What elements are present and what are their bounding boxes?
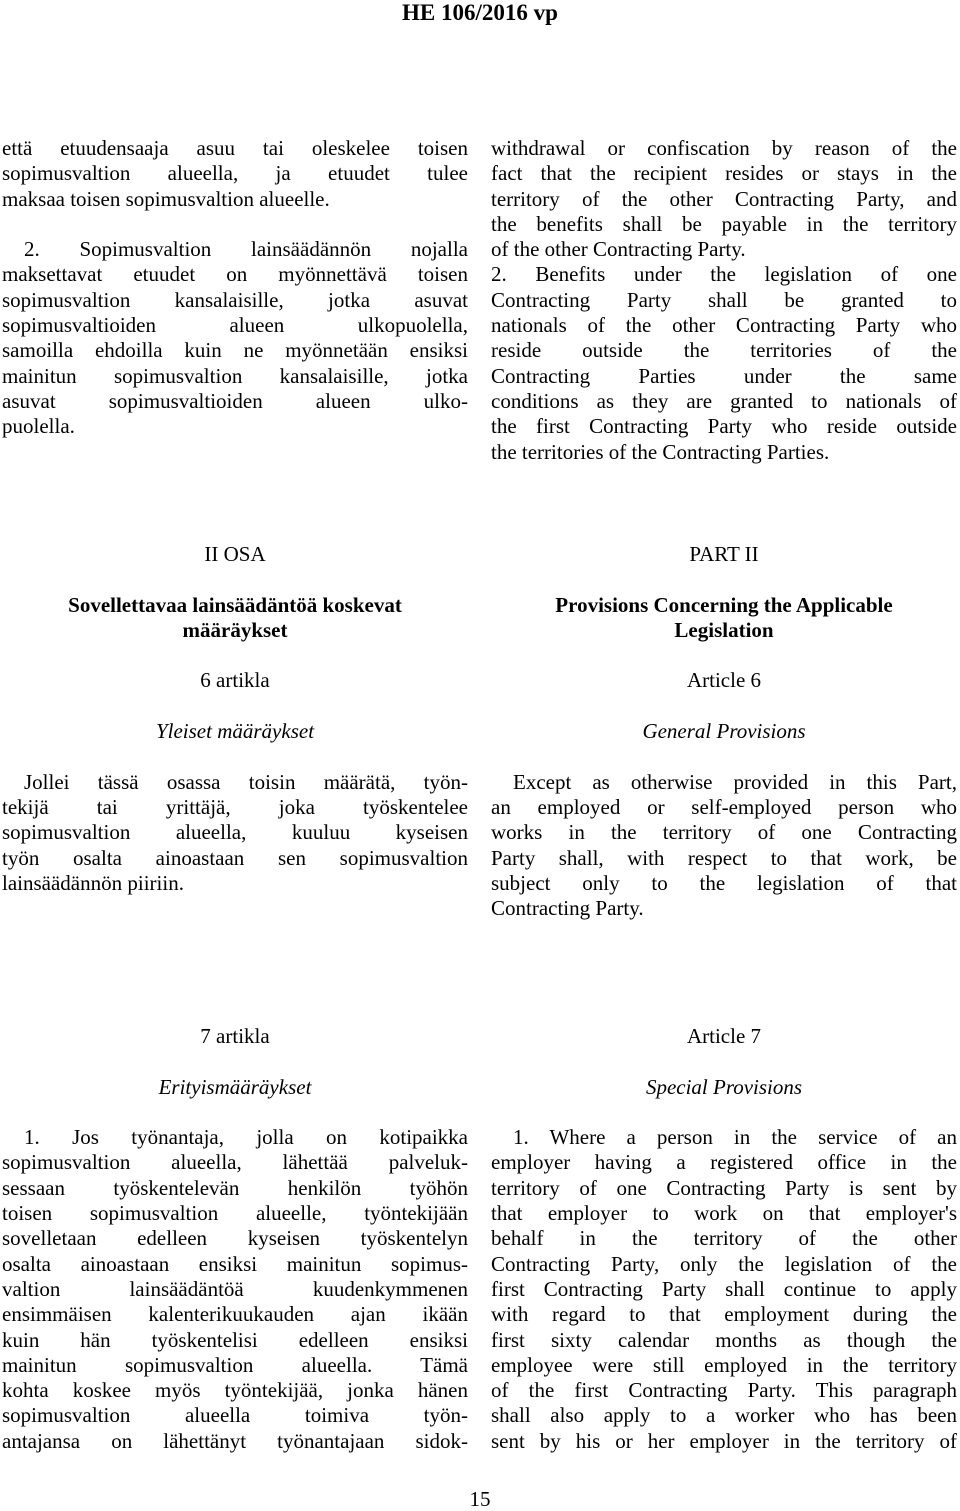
article-title: Yleiset määräykset: [155, 719, 315, 744]
page-number: 15: [469, 1487, 491, 1511]
text-line: sopimusvaltioiden alueen ulkopuolella,: [2, 313, 468, 338]
text-line: withdrawal or confiscation by reason of the: [491, 136, 957, 160]
paragraph: [491, 262, 957, 464]
part-heading-line: määräykset: [182, 617, 288, 642]
text-line: puolella.: [2, 414, 75, 439]
text-line: ensimmäisen kalenterikuukauden ajan ikään: [2, 1302, 468, 1327]
text-line: osalta ainoastaan ensiksi mainitun sopimus-: [2, 1251, 468, 1276]
text-line: kohta koskee myös työntekijää, jonka hänen: [2, 1378, 468, 1403]
text-line: works in the territory of one Contracting: [491, 820, 957, 845]
text-line: kuin hän työskentelisi edelleen ensiksi: [2, 1327, 468, 1352]
text-line: 2. Benefits under the legislation of one: [491, 262, 957, 287]
text-line: the territories of the Contracting Parties.: [491, 439, 830, 464]
text-line: tekijä tai yrittäjä, joka työskentelee: [2, 794, 468, 819]
text-line: Party shall, with respect to that work, be: [491, 845, 957, 870]
text-line: first sixty calendar months as though the: [491, 1327, 957, 1352]
text-line: sopimusvaltion alueella toimiva työn-: [2, 1403, 468, 1428]
left-top-text: [2, 136, 468, 440]
text-line: sovelletaan edelleen kyseisen työskentelyn: [2, 1226, 468, 1251]
right-part-heading: [491, 542, 957, 921]
text-line: employee were still employed in the territory: [491, 1352, 957, 1377]
text-line: employer having a registered office in the: [491, 1150, 957, 1175]
text-line: valtion lainsäädäntöä kuudenkymmenen: [2, 1276, 468, 1301]
text-line: antajansa on lähettänyt työnantajaan sidok-: [2, 1428, 468, 1453]
text-line: mainitun sopimusvaltion kansalaisille, jotka: [2, 363, 468, 388]
part-heading-line: Legislation: [674, 617, 774, 642]
left-article-7: [2, 1024, 468, 1454]
text-line: of the first Contracting Party. This paragraph: [491, 1378, 957, 1403]
text-line: työn osalta ainoastaan sen sopimusvaltion: [2, 845, 468, 870]
text-line: the first Contracting Party who reside outside: [491, 414, 957, 439]
text-line: mainitun sopimusvaltion alueella. Tämä: [2, 1352, 468, 1377]
text-line: territory of one Contracting Party is sent by: [491, 1175, 957, 1200]
text-line: lainsäädännön piiriin.: [2, 870, 184, 895]
article-body: [2, 1125, 468, 1454]
right-top-text: [491, 136, 957, 465]
article-body: [491, 1125, 957, 1454]
text-line: maksettavat etuudet on myönnettävä toisen: [2, 262, 468, 287]
text-line: Contracting Party shall be granted to: [491, 287, 957, 312]
paragraph: [2, 136, 468, 212]
article-title: Special Provisions: [645, 1074, 803, 1099]
part-title: II OSA: [204, 542, 266, 566]
text-line: sent by his or her employer in the territory of: [491, 1428, 957, 1453]
text-line: 1. Jos työnantaja, jolla on kotipaikka: [24, 1125, 468, 1150]
text-line: that employer to work on that employer's: [491, 1201, 957, 1226]
text-line: of the other Contracting Party.: [491, 237, 746, 262]
text-line: sessaan työskentelevän henkilön työhön: [2, 1175, 468, 1200]
part-title: PART II: [689, 542, 759, 566]
text-line: territory of the other Contracting Party, and: [491, 186, 957, 211]
article-body: [2, 770, 468, 896]
text-line: Jollei tässä osassa toisin määrätä, työn-: [24, 769, 468, 794]
text-line: reside outside the territories of the: [491, 338, 957, 363]
text-line: sopimusvaltion alueella, lähettää palveluk-: [2, 1150, 468, 1175]
paragraph: [491, 136, 957, 262]
article-label: Article 7: [686, 1024, 762, 1048]
left-part-heading: [2, 542, 468, 896]
text-line: nationals of the other Contracting Party who: [491, 313, 957, 338]
article-title: Erityismääräykset: [158, 1074, 312, 1099]
text-line: toisen sopimusvaltion alueelle, työntekijään: [2, 1201, 468, 1226]
text-line: samoilla ehdoilla kuin ne myönnetään ensiksi: [2, 338, 468, 363]
article-label: 6 artikla: [200, 668, 270, 693]
text-line: the benefits shall be payable in the territory: [491, 211, 957, 236]
article-label: Article 6: [686, 668, 762, 693]
text-line: että etuudensaaja asuu tai oleskelee toisen: [2, 136, 468, 160]
part-heading-line: Sovellettavaa lainsäädäntöä koskevat: [68, 592, 402, 617]
text-line: 1. Where a person in the service of an: [513, 1125, 957, 1150]
text-line: Contracting Party.: [491, 896, 644, 921]
text-line: behalf in the territory of the other: [491, 1226, 957, 1251]
article-title: General Provisions: [642, 719, 806, 744]
text-line: Contracting Parties under the same: [491, 363, 957, 388]
text-line: conditions as they are granted to nationals of: [491, 388, 957, 413]
text-line: sopimusvaltion alueella, ja etuudet tulee: [2, 161, 468, 186]
text-line: maksaa toisen sopimusvaltion alueelle.: [2, 186, 330, 211]
text-line: with regard to that employment during the: [491, 1302, 957, 1327]
text-line: subject only to the legislation of that: [491, 870, 957, 895]
right-article-7: [491, 1024, 957, 1454]
text-line: 2. Sopimusvaltion lainsäädännön nojalla: [24, 237, 468, 262]
document-header: HE 106/2016 vp: [402, 0, 558, 25]
text-line: sopimusvaltion kansalaisille, jotka asuvat: [2, 287, 468, 312]
article-body: [491, 770, 957, 922]
article-label: 7 artikla: [200, 1024, 270, 1048]
paragraph: [2, 237, 468, 439]
text-line: asuvat sopimusvaltioiden alueen ulko-: [2, 388, 468, 413]
text-line: Contracting Party, only the legislation of the: [491, 1251, 957, 1276]
text-line: Except as otherwise provided in this Part,: [513, 769, 957, 794]
text-line: an employed or self-employed person who: [491, 794, 957, 819]
text-line: first Contracting Party shall continue to apply: [491, 1276, 957, 1301]
part-heading-line: Provisions Concerning the Applicable: [555, 592, 893, 617]
text-line: sopimusvaltion alueella, kuuluu kyseisen: [2, 820, 468, 845]
text-line: shall also apply to a worker who has been: [491, 1403, 957, 1428]
text-line: fact that the recipient resides or stays in the: [491, 161, 957, 186]
